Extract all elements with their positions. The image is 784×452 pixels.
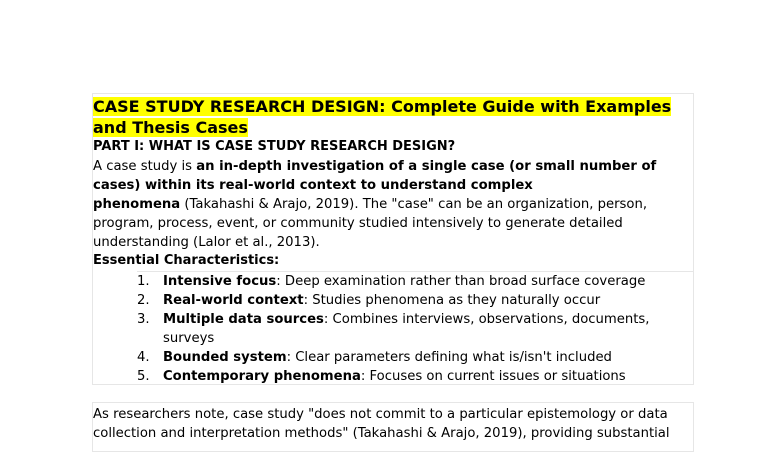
intro-line-5: understanding (Lalor et al., 2013).	[93, 235, 320, 250]
closing-paragraph	[93, 405, 693, 443]
list-desc: : Focuses on current issues or situations	[360, 369, 626, 384]
intro-paragraph	[93, 157, 688, 252]
part-heading: PART I: WHAT IS CASE STUDY RESEARCH DESIGN?	[93, 139, 456, 154]
list-number: 1.	[137, 274, 150, 289]
intro-bold-2: cases) within its real-world context to understand complex	[93, 178, 533, 193]
list-term: Real-world context	[163, 293, 304, 308]
closing-line-2: collection and interpretation methods" (Takahashi & Arajo, 2019), providing substantial	[93, 426, 670, 441]
list-number: 5.	[137, 369, 150, 384]
list-desc: : Combines interviews, observations, documents,	[323, 312, 650, 327]
list-item	[137, 291, 673, 310]
list-item	[137, 348, 673, 367]
intro-line-4: program, process, event, or community studied intensively to generate detailed	[93, 216, 623, 231]
list-desc: : Studies phenomena as they naturally occur	[303, 293, 601, 308]
list-number: 4.	[137, 350, 150, 365]
list-term: Bounded system	[163, 350, 287, 365]
list-desc: : Clear parameters defining what is/isn't included	[286, 350, 612, 365]
list-item	[137, 272, 673, 291]
essential-heading: Essential Characteristics:	[93, 253, 280, 268]
list-item	[137, 310, 673, 348]
list-number: 2.	[137, 293, 150, 308]
intro-bold-3: phenomena	[93, 197, 181, 212]
intro-prefix: A case study is	[93, 159, 197, 174]
document-title	[93, 96, 693, 138]
list-term: Contemporary phenomena	[163, 369, 361, 384]
intro-bold-1: an in-depth investigation of a single case (or small number of	[196, 159, 657, 174]
list-number: 3.	[137, 312, 150, 327]
closing-line-1: As researchers note, case study "does not commit to a particular epistemology or data	[93, 407, 668, 422]
title-line-1: CASE STUDY RESEARCH DESIGN: Complete Guide with Examples	[93, 97, 672, 116]
title-line-2: and Thesis Cases	[93, 118, 248, 137]
list-term: Intensive focus	[163, 274, 277, 289]
list-item	[137, 367, 673, 386]
list-desc-continued: surveys	[163, 331, 215, 346]
list-term: Multiple data sources	[163, 312, 324, 327]
list-desc: : Deep examination rather than broad surface coverage	[276, 274, 646, 289]
intro-rest-3: (Takahashi & Arajo, 2019). The "case" can be an organization, person,	[180, 197, 648, 212]
